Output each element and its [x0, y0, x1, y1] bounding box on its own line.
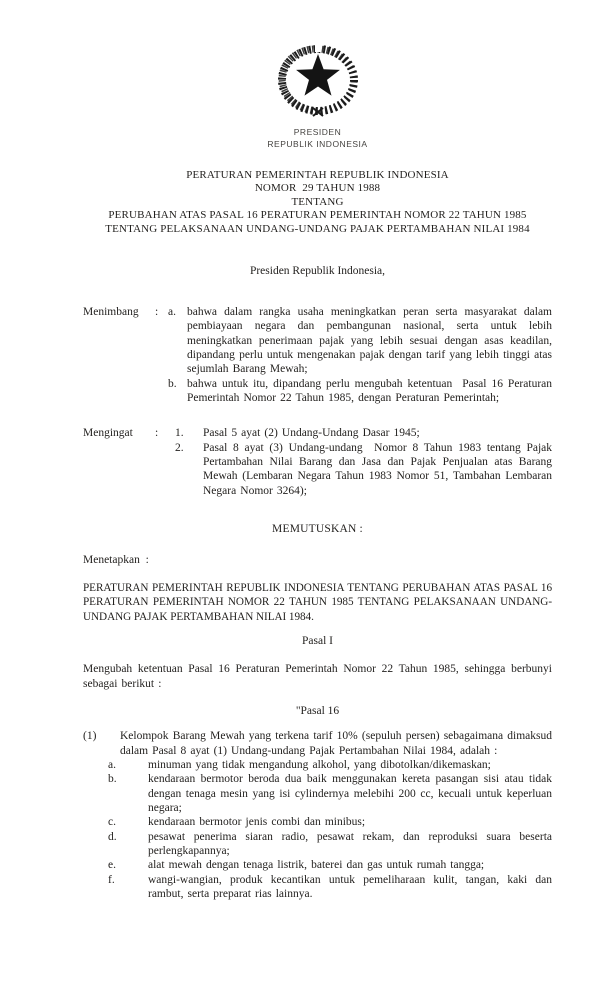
- salutation: Presiden Republik Indonesia,: [249, 265, 386, 278]
- mengingat-item-1-marker: 1.: [175, 427, 184, 440]
- document-title: [83, 169, 552, 236]
- document-content: [83, 0, 552, 901]
- pasal-16-heading: "Pasal 16: [295, 704, 340, 717]
- mengingat-section: [83, 426, 552, 498]
- title-line-5: TENTANG PELAKSANAAN UNDANG-UNDANG PAJAK PERTAMBAHAN NILAI 1984: [105, 222, 530, 235]
- list-item-f: [108, 873, 552, 902]
- barang-mewah-list: [108, 758, 552, 901]
- letterhead: [83, 127, 552, 150]
- menimbang-item-a: [168, 305, 552, 377]
- menimbang-section: [83, 305, 552, 405]
- mengingat-item-1-text: Pasal 5 ayat (2) Undang-Undang Dasar 1945;: [203, 427, 420, 440]
- menimbang-item-b: [168, 377, 552, 406]
- mengingat-items: [168, 426, 552, 498]
- mengingat-item-2-marker: 2.: [175, 441, 184, 454]
- list-item-d-text: pesawat penerima siaran radio, pesawat rekam, dan reproduksi suara beserta perlengkapannya;: [148, 830, 552, 857]
- list-item-e: [108, 858, 552, 872]
- pasal-i-intro: Mengubah ketentuan Pasal 16 Peraturan Pemerintah Nomor 22 Tahun 1985, sehingga berbunyi sebagai berikut :: [83, 663, 552, 690]
- list-item-b-text: kendaraan bermotor beroda dua baik menggunakan kereta pasangan sisi atau tidak dengan tenaga mesin yang isi cylindernya melebihi 200 cc, kecuali untuk keperluan negara;: [148, 773, 552, 814]
- menimbang-label: Menimbang: [83, 306, 139, 319]
- list-item-a-marker: a.: [108, 758, 116, 771]
- menimbang-item-a-text: bahwa dalam rangka usaha meningkatkan peran serta masyarakat dalam pembiayaan negara dan pembangunan nasional, serta untuk lebih meningkatkan penerimaan pajak yang lebih sesuai dengan asas keadilan, dipandang perlu untuk mengenakan pajak dengan tarif yang lebih tinggi atas sejumlah Barang Mewah;: [187, 306, 552, 376]
- list-item-c-text: kendaraan bermotor jenis combi dan minibus;: [148, 816, 366, 829]
- list-item-a: [108, 758, 552, 772]
- ayat-1-text: Kelompok Barang Mewah yang terkena tarif 10% (sepuluh persen) sebagaimana dimaksud dalam Pasal 8 ayat (1) Undang-undang Pajak Pertambahan Nilai 1984, adalah :: [120, 730, 552, 757]
- menimbang-colon: :: [155, 306, 159, 319]
- letterhead-presiden: PRESIDEN: [293, 127, 342, 137]
- menimbang-item-a-marker: a.: [168, 306, 176, 319]
- list-item-e-text: alat mewah dengan tenaga listrik, baterei dan gas untuk rumah tangga;: [148, 859, 485, 872]
- list-item-d: [108, 830, 552, 859]
- mengingat-item-2-text: Pasal 8 ayat (3) Undang-undang Nomor 8 Tahun 1983 tentang Pajak Pertambahan Nilai Barang dan Jasa dan Pajak Penjualan atas Barang Mewah (Lembaran Negara Tahun 1983 Nomor 51, Tambahan Lembaran Negara Nomor 3264);: [203, 441, 552, 497]
- title-line-3: TENTANG: [291, 195, 344, 208]
- pasal-i-heading: Pasal I: [302, 634, 333, 647]
- list-item-f-text: wangi-wangian, produk kecantikan untuk pemeliharaan kulit, tangan, kaki dan rambut, serta preparat rias lainnya.: [148, 873, 552, 901]
- presidential-emblem: [276, 43, 360, 119]
- ayat-1-marker: (1): [83, 730, 97, 743]
- list-item-b: [108, 772, 552, 815]
- menetapkan-label: Menetapkan :: [83, 553, 149, 566]
- menimbang-item-b-text: bahwa untuk itu, dipandang perlu mengubah ketentuan Pasal 16 Peraturan Pemerintah Nomor 22 Tahun 1985, dengan Peraturan Pemerintah;: [187, 377, 552, 405]
- letterhead-republik-indonesia: REPUBLIK INDONESIA: [267, 138, 368, 149]
- list-item-a-text: minuman yang tidak mengandung alkohol, yang dibotolkan/dikemaskan;: [148, 758, 491, 771]
- list-item-c-marker: c.: [108, 816, 116, 829]
- enactment-paragraph: PERATURAN PEMERINTAH REPUBLIK INDONESIA TENTANG PERUBAHAN ATAS PASAL 16 PERATURAN PEMERINTAH NOMOR 22 TAHUN 1985 TENTANG PELAKSANAAN UNDANG-UNDANG PAJAK PERTAMBAHAN NILAI 1984.: [83, 581, 552, 623]
- star-wreath-icon: [276, 43, 360, 119]
- mengingat-item-1: [175, 426, 552, 440]
- ayat-1: [83, 729, 552, 758]
- title-line-2: NOMOR 29 TAHUN 1988: [254, 182, 381, 195]
- mengingat-item-2: [175, 441, 552, 498]
- memutuskan-heading: MEMUTUSKAN :: [272, 523, 363, 536]
- mengingat-label: Mengingat: [83, 427, 133, 440]
- list-item-b-marker: b.: [108, 773, 117, 786]
- menimbang-item-b-marker: b.: [168, 377, 177, 390]
- menimbang-items: [168, 305, 552, 405]
- title-line-4: PERUBAHAN ATAS PASAL 16 PERATURAN PEMERINTAH NOMOR 22 TAHUN 1985: [108, 209, 527, 222]
- list-item-e-marker: e.: [108, 859, 116, 872]
- title-line-1: PERATURAN PEMERINTAH REPUBLIK INDONESIA: [186, 169, 449, 181]
- mengingat-colon: :: [155, 427, 159, 440]
- list-item-c: [108, 815, 552, 829]
- list-item-d-marker: d.: [108, 830, 117, 843]
- list-item-f-marker: f.: [108, 873, 115, 886]
